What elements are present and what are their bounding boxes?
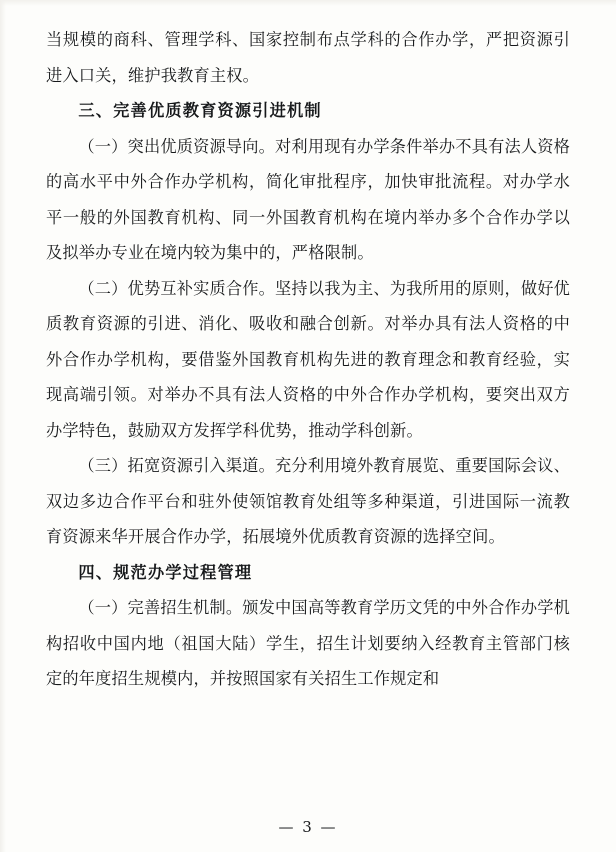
page-edge-shade-left bbox=[0, 0, 6, 852]
section-heading-three: 三、完善优质教育资源引进机制 bbox=[78, 101, 322, 120]
document-body bbox=[46, 22, 570, 697]
paragraph-4-1: （一）完善招生机制。颁发中国高等教育学历文凭的中外合作办学机构招收中国内地（祖国大陆）学生，招生计划要纳入经教育主管部门核定的年度招生规模内，并按照国家有关招生工作规定和 bbox=[46, 598, 571, 688]
paragraph-3-3: （三）拓宽资源引入渠道。充分利用境外教育展览、重要国际会议、双边多边合作平台和驻外使领馆教育处组等多种渠道，引进国际一流教育资源来华开展合作办学，拓展境外优质教育资源的选择空间。 bbox=[46, 456, 571, 546]
paragraph-continued: 当规模的商科、管理学科、国家控制布点学科的合作办学，严把资源引进入口关，维护我教育主权。 bbox=[46, 30, 570, 85]
paragraph-3-1: （一）突出优质资源导向。对利用现有办学条件举办不具有法人资格的高水平中外合作办学机构，简化审批程序，加快审批流程。对办学水平一般的外国教育机构、同一外国教育机构在境内举办多个合作办学以及拟举办专业在境内较为集中的，严格限制。 bbox=[46, 136, 571, 262]
paragraph-3-2: （二）优势互补实质合作。坚持以我为主、为我所用的原则，做好优质教育资源的引进、消化、吸收和融合创新。对举办具有法人资格的中外合作办学机构，要借鉴外国教育机构先进的教育理念和教育经验，实现高端引领。对举办不具有法人资格的中外合作办学机构，要突出双方办学特色，鼓励双方发挥学科优势，推动学科创新。 bbox=[46, 278, 571, 440]
page-edge-shade-top bbox=[0, 0, 616, 6]
page-number: — 3 — bbox=[278, 818, 338, 836]
section-heading-four: 四、规范办学过程管理 bbox=[78, 562, 253, 582]
